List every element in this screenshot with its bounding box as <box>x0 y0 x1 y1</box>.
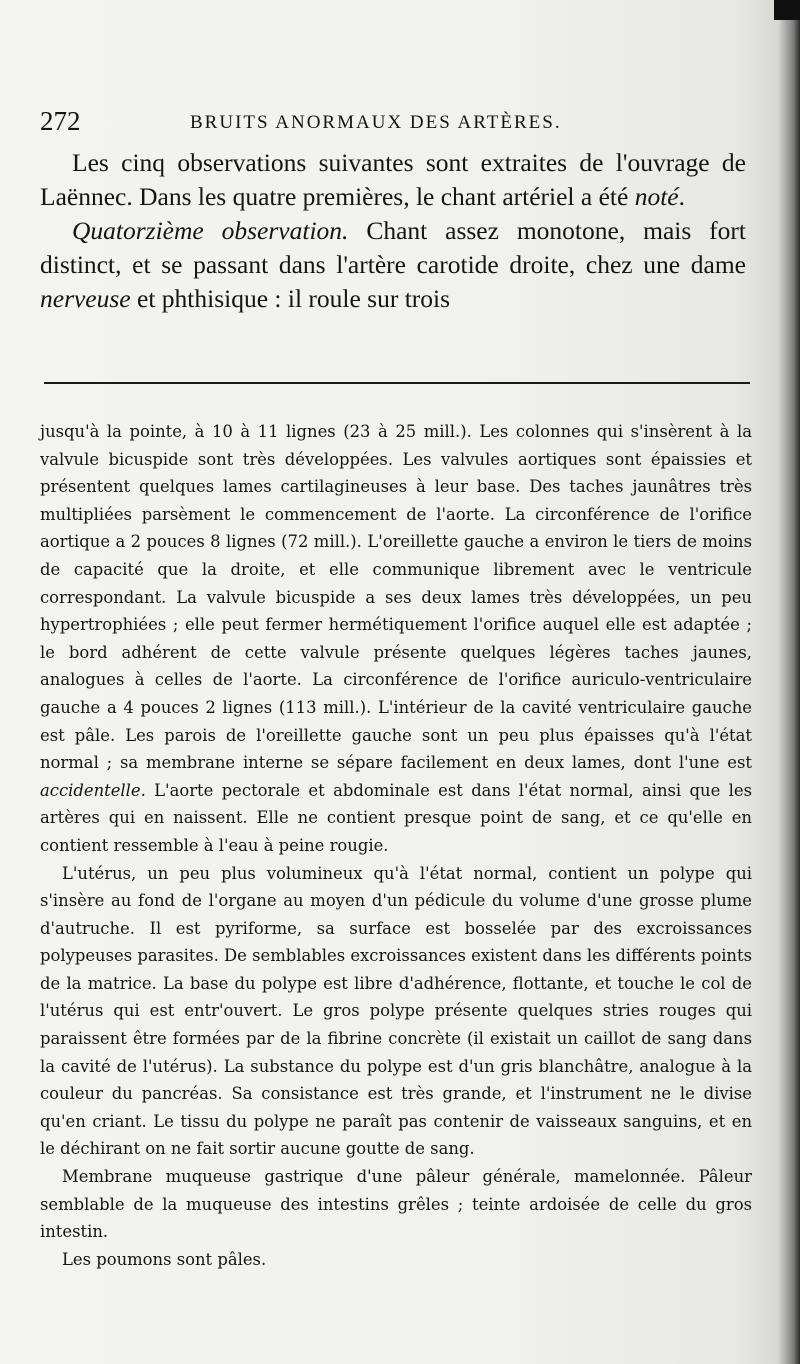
page-binding-edge <box>778 0 800 1364</box>
footnote-paragraph-1: jusqu'à la pointe, à 10 à 11 lignes (23 à 25 mill.). Les colonnes qui s'insèrent à la valvule bicuspide sont très développées. Les valvules aortiques sont épaissies et présentent quelques lames cartilagineuses à leur base. Des taches jaunâtres très multipliées parsèment le commencement de l'aorte. La circonférence de l'orifice aortique a 2 pouces 8 lignes (72 mill.). L'oreillette gauche a environ le tiers de moins de capacité que la droite, et elle communique librement avec le ventricule correspondant. La valvule bicuspide a ses deux lames très développées, un peu hypertrophiées ; elle peut fermer hermétiquement l'orifice auquel elle est adaptée ; le bord adhérent de cette valvule présente quelques légères taches jaunes, analogues à celles de l'aorte. La circonférence de l'orifice auriculo-ventriculaire gauche a 4 pouces 2 lignes (113 mill.). L'intérieur de la cavité ventriculaire gauche est pâle. Les parois de l'oreillette gauche sont un peu plus épaisses qu'à l'état normal ; sa membrane interne se sépare facilement en deux lames, dont l'une est accidentelle. L'aorte pectorale et abdominale est dans l'état normal, ainsi que les artères qui en naissent. Elle ne contient presque point de sang, et ce qu'elle en contient ressemble à l'eau à peine rougie. <box>40 422 752 855</box>
page-number: 272 <box>40 106 81 136</box>
footnote-paragraph-3: Membrane muqueuse gastrique d'une pâleur générale, mamelonnée. Pâleur semblable de la muqueuse des intestins grêles ; teinte ardoisée de celle du gros intestin. <box>40 1167 752 1242</box>
scan-corner-shadow <box>774 0 800 20</box>
main-text <box>40 146 746 316</box>
footnote-text <box>40 418 752 1273</box>
running-title: BRUITS ANORMAUX DES ARTÈRES. <box>190 112 562 133</box>
footnote-paragraph-4: Les poumons sont pâles. <box>62 1249 267 1269</box>
italic-word: nerveuse <box>40 284 131 313</box>
main-paragraph-1: Les cinq observations suivantes sont extraites de l'ouvrage de Laënnec. Dans les quatre premières, le chant artériel a été noté. <box>40 148 746 211</box>
footnote-separator <box>44 382 750 384</box>
observation-heading: Quatorzième observation. <box>72 216 349 245</box>
page-header <box>40 106 740 140</box>
italic-word: noté <box>634 182 679 211</box>
italic-word: accidentelle. <box>40 780 146 800</box>
footnote-paragraph-2: L'utérus, un peu plus volumineux qu'à l'état normal, contient un polype qui s'insère au fond de l'organe au moyen d'un pédicule du volume d'une grosse plume d'autruche. Il est pyriforme, sa surface est bosselée par des excroissances polypeuses parasites. De semblables excroissances existent dans les différents points de la matrice. La base du polype est libre d'adhérence, flottante, et touche le col de l'utérus qui est entr'ouvert. Le gros polype présente quelques stries rouges qui paraissent être formées par de la fibrine concrète (il existait un caillot de sang dans la cavité de l'utérus). La substance du polype est d'un gris blanchâtre, analogue à la couleur du pancréas. Sa consistance est très grande, et l'instrument ne le divise qu'en criant. Le tissu du polype ne paraît pas contenir de vaisseaux sanguins, et en le déchirant on ne fait sortir aucune goutte de sang. <box>40 863 752 1159</box>
main-paragraph-2: Quatorzième observation. Chant assez monotone, mais fort distinct, et se passant dans l'artère carotide droite, chez une dame nerveuse et phthisique : il roule sur trois <box>40 216 746 313</box>
